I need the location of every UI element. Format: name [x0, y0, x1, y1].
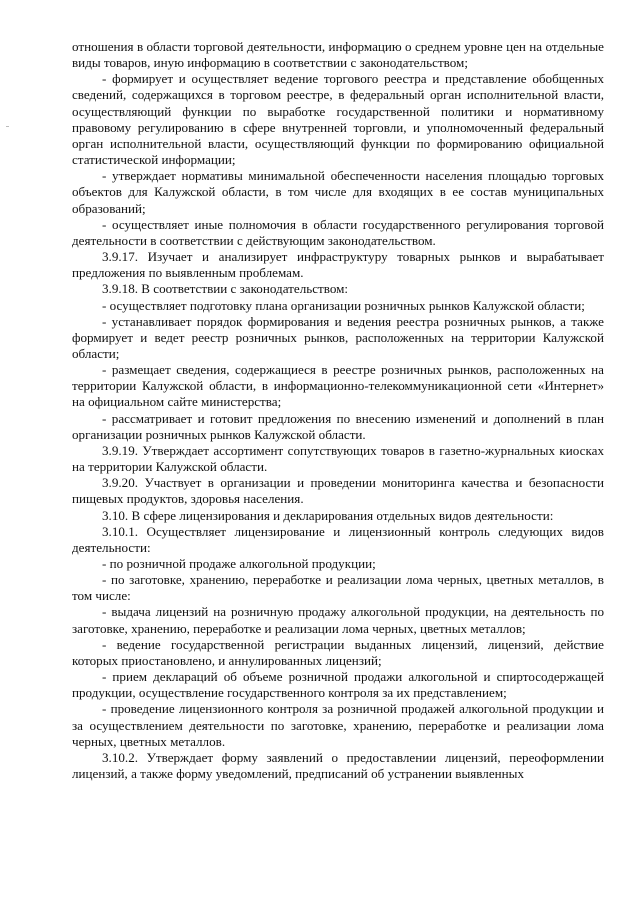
section-item: 3.9.20. Участвует в организации и проведении мониторинга качества и безопасности пищевых продуктов, здоровья населения. — [72, 475, 604, 507]
paragraph: - ведение государственной регистрации выданных лицензий, лицензий, действие которых приостановлено, и аннулированных лицензий; — [72, 636, 604, 668]
paragraph: - проведение лицензионного контроля за розничной продажей алкогольной продукции и за осуществлением деятельности по заготовке, хранению, переработке и реализации лома черных, цветных металлов. — [72, 701, 604, 749]
paragraph: - по заготовке, хранению, переработке и реализации лома черных, цветных металлов, в том числе: — [72, 572, 604, 604]
paragraph: - размещает сведения, содержащиеся в реестре розничных рынков, расположенных на территории Калужской области, в информационно-телекоммуникационной сети «Интернет» на официальном сайте министерства; — [72, 362, 604, 410]
paragraph: - осуществляет иные полномочия в области государственного регулирования торговой деятельности в соответствии с действующим законодательством. — [72, 216, 604, 248]
paragraph: - выдача лицензий на розничную продажу алкогольной продукции, на деятельность по заготовке, хранению, переработке и реализации лома черных, цветных металлов; — [72, 604, 604, 636]
paragraph: - осуществляет подготовку плана организации розничных рынков Калужской области; — [102, 297, 585, 313]
paragraph: - рассматривает и готовит предложения по внесению изменений и дополнений в план организации розничных рынков Калужской области. — [72, 410, 604, 442]
paragraph: - прием деклараций об объеме розничной продажи алкогольной и спиртосодержащей продукции, осуществление государственного контроля за их представлением; — [72, 669, 604, 701]
paragraph: - формирует и осуществляет ведение торгового реестра и представление обобщенных сведений, содержащихся в торговом реестре, в федеральный орган исполнительной власти, осуществляющий функции по выработке государственной политики и нормативному правовому регулированию в сфере внутренней торговли, и уполномоченный федеральный орган исполнительной власти, осуществляющий функции по формированию официальной статистической информации; — [72, 71, 604, 168]
paragraph: - устанавливает порядок формирования и ведения реестра розничных рынков, а также формирует и ведет реестр розничных рынков, расположенных на территории Калужской области; — [72, 313, 604, 361]
section-item: 3.10.1. Осуществляет лицензирование и лицензионный контроль следующих видов деятельности: — [72, 523, 604, 555]
section-item: 3.9.17. Изучает и анализирует инфраструктуру товарных рынков и вырабатывает предложения по выявленным проблемам. — [72, 249, 604, 281]
scan-mark — [6, 126, 9, 127]
section-item: 3.10.2. Утверждает форму заявлений о предоставлении лицензий, переоформлении лицензий, а также форму уведомлений, предписаний об устранении выявленных — [72, 749, 604, 782]
section-item: 3.9.19. Утверждает ассортимент сопутствующих товаров в газетно-журнальных киосках на территории Калужской области. — [72, 442, 604, 475]
section-item: 3.9.18. В соответствии с законодательством: — [102, 281, 349, 297]
paragraph: - по розничной продаже алкогольной продукции; — [102, 556, 376, 571]
document-body — [72, 39, 604, 782]
paragraph: отношения в области торговой деятельности, информацию о среднем уровне цен на отдельные виды товаров, иную информацию в соответствии с законодательством; — [72, 39, 604, 71]
section-heading: 3.10. В сфере лицензирования и декларирования отдельных видов деятельности: — [102, 507, 554, 523]
paragraph: - утверждает нормативы минимальной обеспеченности населения площадью торговых объектов для Калужской области, в том числе для входящих в ее состав муниципальных образований; — [72, 168, 604, 216]
